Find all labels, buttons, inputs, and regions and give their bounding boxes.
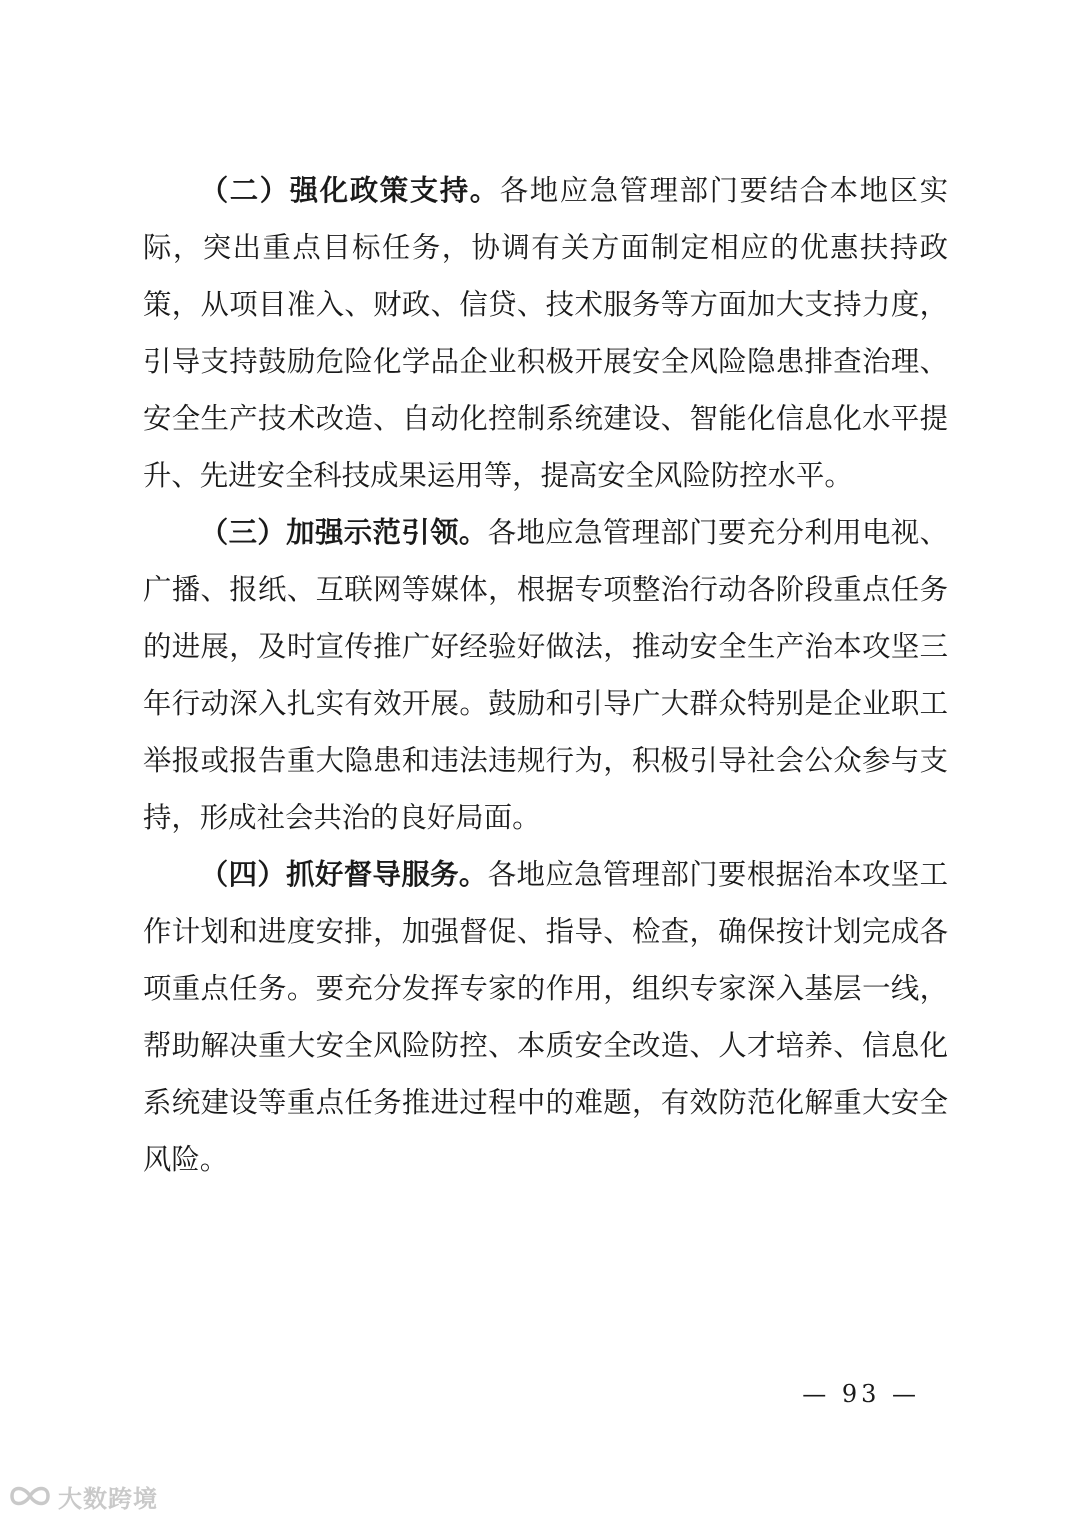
watermark [8, 1476, 158, 1516]
paragraph-text: 各地应急管理部门要充分利用电视、广播、报纸、互联网等媒体，根据专项整治行动各阶段重点任务的进展，及时宣传推广好经验好做法，推动安全生产治本攻坚三年行动深入扎实有效开展。鼓励和引导广大群众特别是企业职工举报或报告重大隐患和违法违规行为，积极引导社会公众参与支持，形成社会共治的良好局面。 [143, 516, 948, 834]
watermark-text: 大数跨境 [58, 1484, 158, 1513]
paragraph-heading: （四）抓好督导服务。 [199, 858, 488, 891]
infinity-logo-icon [8, 1482, 52, 1510]
paragraph-text: 各地应急管理部门要结合本地区实际，突出重点目标任务，协调有关方面制定相应的优惠扶持政策，从项目准入、财政、信贷、技术服务等方面加大支持力度，引导支持鼓励危险化学品企业积极开展安全风险隐患排查治理、安全生产技术改造、自动化控制系统建设、智能化信息化水平提升、先进安全科技成果运用等，提高安全风险防控水平。 [143, 174, 948, 492]
paragraph-text: 各地应急管理部门要根据治本攻坚工作计划和进度安排，加强督促、指导、检查，确保按计划完成各项重点任务。要充分发挥专家的作用，组织专家深入基层一线，帮助解决重大安全风险防控、本质安全改造、人才培养、信息化系统建设等重点任务推进过程中的难题，有效防范化解重大安全风险。 [143, 858, 948, 1176]
page-number: — 93 — [802, 1380, 920, 1408]
paragraph-heading: （二）强化政策支持。 [199, 174, 500, 207]
paragraph-policy-support [143, 162, 948, 504]
paragraph-heading: （三）加强示范引领。 [199, 516, 488, 549]
paragraph-supervision-service [143, 846, 948, 1188]
document-body [143, 162, 948, 1188]
paragraph-demonstration-lead [143, 504, 948, 846]
